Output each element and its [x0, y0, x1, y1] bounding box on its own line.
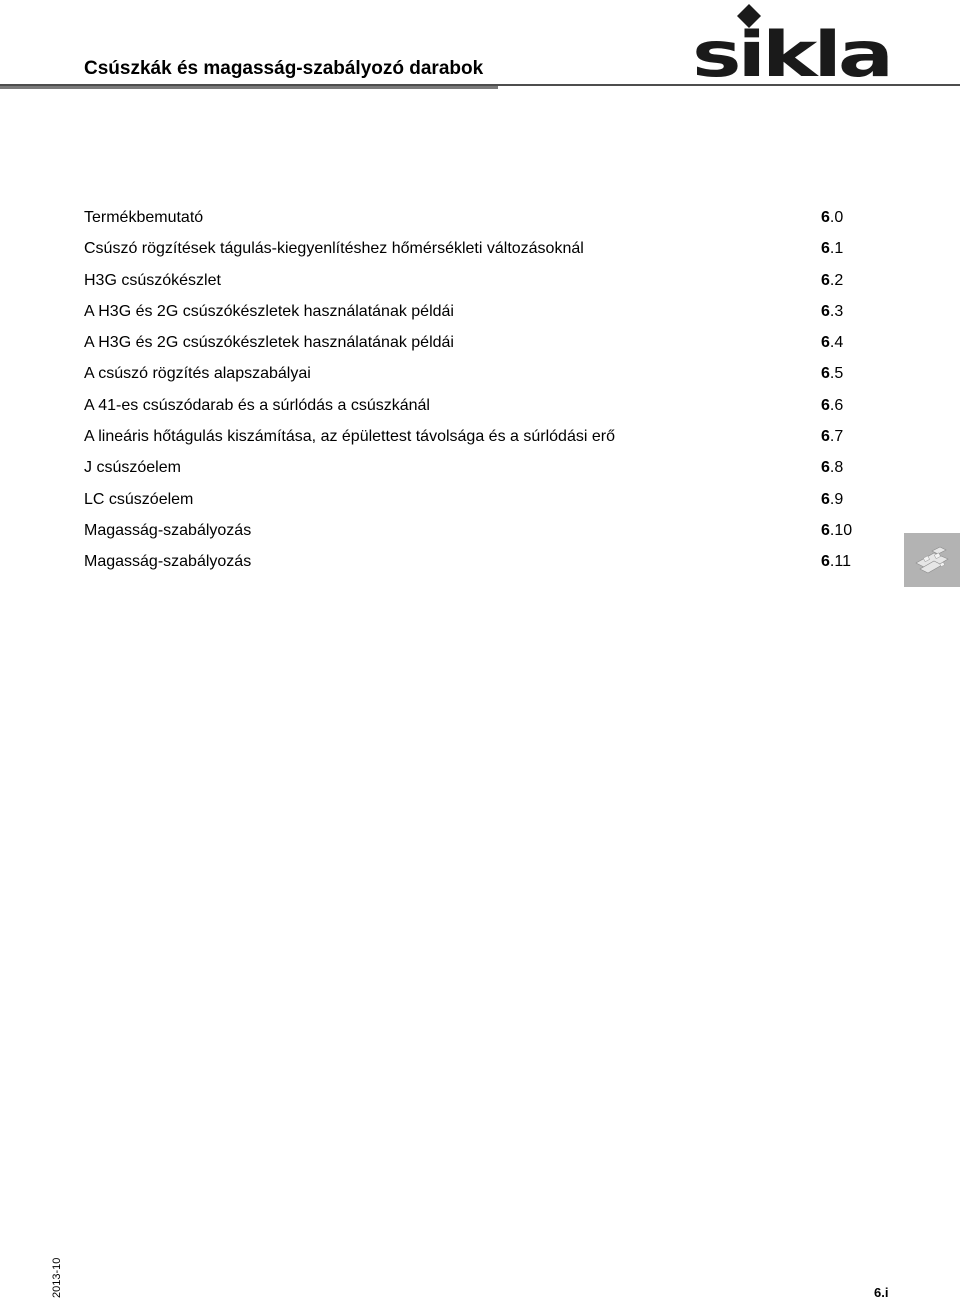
toc-entry[interactable] — [84, 517, 864, 548]
toc-section-number: .8 — [829, 459, 844, 477]
toc-entry[interactable] — [84, 235, 864, 266]
sikla-logo — [692, 4, 892, 80]
toc-chapter-number: 6 — [821, 428, 830, 446]
toc-section-number: .11 — [829, 553, 851, 571]
toc-entry-number — [821, 360, 843, 388]
toc-entry-title: A lineáris hőtágulás kiszámítása, az épülettest távolsága és a súrlódási erő — [84, 428, 615, 446]
toc-chapter-number: 6 — [821, 334, 830, 352]
toc-chapter-number: 6 — [821, 396, 830, 414]
toc-section-number: .6 — [829, 396, 844, 414]
page-number: 6.i — [874, 1285, 889, 1300]
toc-section-number: .3 — [829, 302, 844, 320]
toc-entry-number — [821, 517, 852, 545]
sikla-logo-graphic — [692, 4, 892, 80]
toc-entry-title: A H3G és 2G csúszókészletek használatának példái — [84, 334, 454, 352]
toc-section-number: .4 — [829, 334, 844, 352]
toc-chapter-number: 6 — [821, 459, 830, 477]
toc-entry-number — [821, 267, 843, 295]
toc-section-number: .0 — [829, 209, 844, 226]
toc-entry-title: A 41-es csúszódarab és a súrlódás a csúszkánál — [84, 396, 430, 414]
toc-entry-number — [821, 329, 843, 357]
toc-entry-title: LC csúszóelem — [84, 490, 194, 508]
toc-entry-title: A csúszó rögzítés alapszabályai — [84, 365, 311, 383]
toc-entry[interactable] — [84, 298, 864, 329]
toc-entry-number — [821, 235, 843, 263]
toc-entry[interactable] — [84, 454, 864, 485]
toc-section-number: .9 — [829, 490, 844, 508]
toc-entry-title: H3G csúszókészlet — [84, 271, 221, 289]
toc-entry[interactable] — [84, 486, 864, 517]
header-rule-accent — [0, 86, 498, 89]
toc-entry[interactable] — [84, 360, 864, 391]
table-of-contents — [84, 204, 864, 580]
toc-entry[interactable] — [84, 423, 864, 454]
toc-entry-title: Termékbemutató — [84, 209, 204, 226]
toc-chapter-number: 6 — [821, 271, 830, 289]
toc-entry-title: A H3G és 2G csúszókészletek használatának példái — [84, 302, 454, 320]
toc-entry[interactable] — [84, 204, 864, 235]
toc-entry-title: Magasság-szabályozás — [84, 521, 252, 539]
toc-entry-number — [821, 486, 843, 514]
toc-entry[interactable] — [84, 548, 864, 579]
toc-section-number: .1 — [829, 240, 844, 258]
toc-entry-number — [821, 392, 843, 420]
toc-section-number: .10 — [829, 521, 853, 539]
toc-chapter-number: 6 — [821, 302, 830, 320]
toc-entry-title: J csúszóelem — [84, 459, 181, 477]
toc-entry[interactable] — [84, 392, 864, 423]
toc-chapter-number: 6 — [821, 490, 830, 508]
toc-chapter-number: 6 — [821, 240, 830, 258]
toc-entry-title: Csúszó rögzítések tágulás-kiegyenlítéshez hőmérsékleti változásoknál — [84, 240, 584, 258]
toc-section-number: .5 — [829, 365, 844, 383]
toc-entry[interactable] — [84, 329, 864, 360]
slide-component-icon — [904, 533, 960, 587]
logo-wordmark: sikla — [692, 18, 890, 80]
chapter-tab-thumbnail — [904, 533, 960, 587]
page-header-title: Csúszkák és magasság-szabályozó darabok — [84, 58, 484, 79]
footer-date: 2013-10 — [51, 1257, 63, 1298]
toc-chapter-number: 6 — [821, 521, 830, 539]
toc-section-number: .7 — [829, 428, 844, 446]
toc-entry-title: Magasság-szabályozás — [84, 553, 252, 571]
toc-chapter-number: 6 — [821, 209, 830, 226]
toc-entry-number — [821, 423, 843, 451]
toc-section-number: .2 — [829, 271, 844, 289]
toc-entry[interactable] — [84, 267, 864, 298]
toc-chapter-number: 6 — [821, 365, 830, 383]
toc-chapter-number: 6 — [821, 553, 830, 571]
toc-entry-number — [821, 548, 851, 576]
toc-entry-number — [821, 204, 843, 232]
toc-entry-number — [821, 298, 843, 326]
toc-entry-number — [821, 454, 843, 482]
